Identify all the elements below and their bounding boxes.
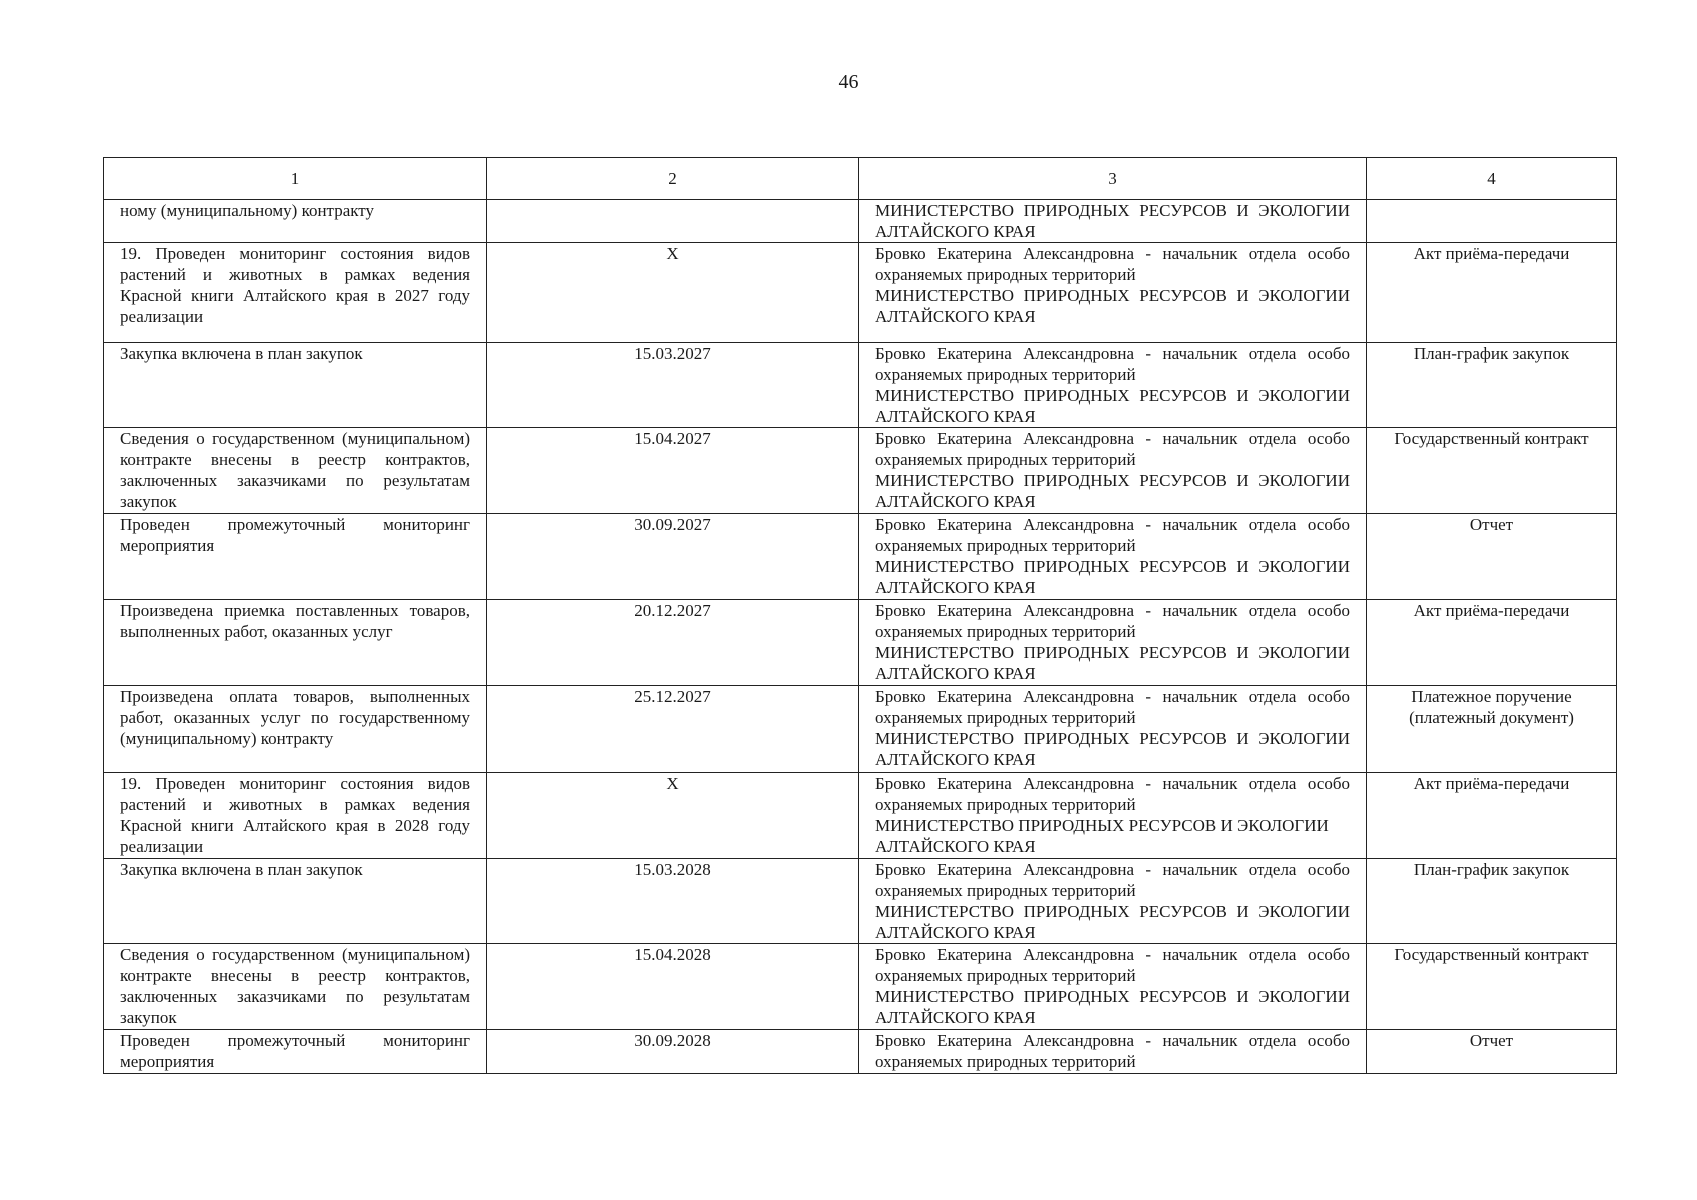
responsible-org: МИНИСТЕРСТВО ПРИРОДНЫХ РЕСУРСОВ И ЭКОЛОГИИ АЛТАЙСКОГО КРАЯ — [875, 286, 1350, 326]
table-row — [104, 514, 1617, 600]
date-cell: 30.09.2028 — [487, 1030, 859, 1074]
responsible-person: Бровко Екатерина Александровна - начальник отдела особо охраняемых природных территорий — [875, 601, 1350, 641]
responsible-person: Бровко Екатерина Александровна - начальник отдела особо охраняемых природных территорий — [875, 244, 1350, 284]
header-cell-3: 3 — [859, 158, 1367, 200]
responsible-cell — [859, 600, 1367, 686]
document-cell: Акт приёма-передачи — [1367, 243, 1617, 343]
document-cell: Государственный контракт — [1367, 944, 1617, 1030]
responsible-cell — [859, 773, 1367, 859]
table-row — [104, 773, 1617, 859]
responsible-cell — [859, 243, 1367, 343]
table-row — [104, 200, 1617, 243]
event-cell: Сведения о государственном (муниципальном) контракте внесены в реестр контрактов, заключенных заказчиками по результатам закупок — [104, 944, 487, 1030]
date-cell: 15.04.2028 — [487, 944, 859, 1030]
document-cell: Акт приёма-передачи — [1367, 773, 1617, 859]
date-cell: 20.12.2027 — [487, 600, 859, 686]
event-cell: Произведена приемка поставленных товаров, выполненных работ, оказанных услуг — [104, 600, 487, 686]
table-row — [104, 343, 1617, 428]
document-cell: План-график закупок — [1367, 859, 1617, 944]
responsible-cell — [859, 428, 1367, 514]
date-cell — [487, 200, 859, 243]
responsible-person: Бровко Екатерина Александровна - начальник отдела особо охраняемых природных территорий — [875, 1031, 1350, 1071]
header-cell-4: 4 — [1367, 158, 1617, 200]
responsible-org: МИНИСТЕРСТВО ПРИРОДНЫХ РЕСУРСОВ И ЭКОЛОГИИ АЛТАЙСКОГО КРАЯ — [875, 729, 1350, 769]
responsible-person: Бровко Екатерина Александровна - начальник отдела особо охраняемых природных территорий — [875, 860, 1350, 900]
event-cell: Закупка включена в план закупок — [104, 343, 487, 428]
document-cell: Отчет — [1367, 1030, 1617, 1074]
responsible-org: МИНИСТЕРСТВО ПРИРОДНЫХ РЕСУРСОВ И ЭКОЛОГИИ АЛТАЙСКОГО КРАЯ — [875, 643, 1350, 683]
responsible-cell — [859, 1030, 1367, 1074]
responsible-org: МИНИСТЕРСТВО ПРИРОДНЫХ РЕСУРСОВ И ЭКОЛОГИИ АЛТАЙСКОГО КРАЯ — [875, 902, 1350, 942]
table-row — [104, 944, 1617, 1030]
responsible-person: Бровко Екатерина Александровна - начальник отдела особо охраняемых природных территорий — [875, 687, 1350, 727]
responsible-org: МИНИСТЕРСТВО ПРИРОДНЫХ РЕСУРСОВ И ЭКОЛОГИИ АЛТАЙСКОГО КРАЯ — [875, 557, 1350, 597]
document-cell — [1367, 200, 1617, 243]
date-cell: 15.03.2027 — [487, 343, 859, 428]
header-cell-2: 2 — [487, 158, 859, 200]
header-row — [104, 158, 1617, 200]
event-cell: 19. Проведен мониторинг состояния видов растений и животных в рамках ведения Красной книги Алтайского края в 2028 году реализации — [104, 773, 487, 859]
responsible-org: МИНИСТЕРСТВО ПРИРОДНЫХ РЕСУРСОВ И ЭКОЛОГИИ АЛТАЙСКОГО КРАЯ — [875, 386, 1350, 426]
document-cell: Платежное поручение (платежный документ) — [1367, 686, 1617, 773]
responsible-org: МИНИСТЕРСТВО ПРИРОДНЫХ РЕСУРСОВ И ЭКОЛОГИИ АЛТАЙСКОГО КРАЯ — [875, 987, 1350, 1027]
document-cell: План-график закупок — [1367, 343, 1617, 428]
date-cell: X — [487, 773, 859, 859]
date-cell: 30.09.2027 — [487, 514, 859, 600]
responsible-person: Бровко Екатерина Александровна - начальник отдела особо охраняемых природных территорий — [875, 774, 1350, 814]
table-row — [104, 243, 1617, 343]
date-cell: 15.04.2027 — [487, 428, 859, 514]
responsible-cell — [859, 200, 1367, 243]
event-cell: ному (муниципальному) контракту — [104, 200, 487, 243]
event-cell: 19. Проведен мониторинг состояния видов растений и животных в рамках ведения Красной книги Алтайского края в 2027 году реализации — [104, 243, 487, 343]
responsible-cell — [859, 686, 1367, 773]
header-cell-1: 1 — [104, 158, 487, 200]
document-cell: Отчет — [1367, 514, 1617, 600]
document-cell: Акт приёма-передачи — [1367, 600, 1617, 686]
responsible-org: МИНИСТЕРСТВО ПРИРОДНЫХ РЕСУРСОВ И ЭКОЛОГИИ АЛТАЙСКОГО КРАЯ — [875, 201, 1350, 241]
event-cell: Произведена оплата товаров, выполненных работ, оказанных услуг по государственному (муниципальному) контракту — [104, 686, 487, 773]
responsible-person: Бровко Екатерина Александровна - начальник отдела особо охраняемых природных территорий — [875, 515, 1350, 555]
responsible-org: МИНИСТЕРСТВО ПРИРОДНЫХ РЕСУРСОВ И ЭКОЛОГИИ АЛТАЙСКОГО КРАЯ — [875, 816, 1329, 856]
document-cell: Государственный контракт — [1367, 428, 1617, 514]
table-row — [104, 1030, 1617, 1074]
date-cell: 25.12.2027 — [487, 686, 859, 773]
date-cell: 15.03.2028 — [487, 859, 859, 944]
event-cell: Проведен промежуточный мониторинг мероприятия — [104, 514, 487, 600]
responsible-cell — [859, 944, 1367, 1030]
responsible-person: Бровко Екатерина Александровна - начальник отдела особо охраняемых природных территорий — [875, 945, 1350, 985]
responsible-cell — [859, 859, 1367, 944]
responsible-person: Бровко Екатерина Александровна - начальник отдела особо охраняемых природных территорий — [875, 429, 1350, 469]
table-row — [104, 428, 1617, 514]
plan-table — [103, 157, 1617, 1074]
table-row — [104, 686, 1617, 773]
table-row — [104, 859, 1617, 944]
responsible-cell — [859, 343, 1367, 428]
event-cell: Сведения о государственном (муниципальном) контракте внесены в реестр контрактов, заключенных заказчиками по результатам закупок — [104, 428, 487, 514]
event-cell: Закупка включена в план закупок — [104, 859, 487, 944]
event-cell: Проведен промежуточный мониторинг мероприятия — [104, 1030, 487, 1074]
responsible-org: МИНИСТЕРСТВО ПРИРОДНЫХ РЕСУРСОВ И ЭКОЛОГИИ АЛТАЙСКОГО КРАЯ — [875, 471, 1350, 511]
date-cell: X — [487, 243, 859, 343]
responsible-cell — [859, 514, 1367, 600]
responsible-person: Бровко Екатерина Александровна - начальник отдела особо охраняемых природных территорий — [875, 344, 1350, 384]
table-row — [104, 600, 1617, 686]
page-number: 46 — [838, 71, 859, 93]
